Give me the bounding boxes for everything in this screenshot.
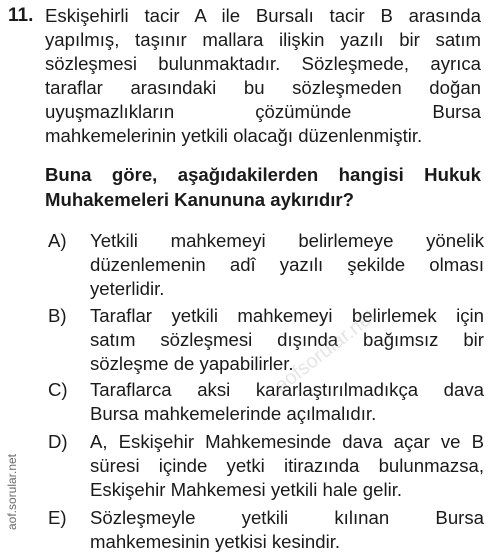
diagonal-watermark: aofsorular.net [270,305,380,398]
option-text [90,430,484,502]
option-line: Yetkili mahkemeyi belirlemeye yönelik [90,230,484,251]
option-line: yeterlidir. [90,278,165,299]
option-letter: A) [48,230,67,251]
option-line: Bursa mahkemelerinde açılmalıdır. [90,403,377,424]
option-line: Taraflarca aksi kararlaştırılmadıkça dava [90,379,484,400]
stem-line: mahkemelerinin yetkili olacağı düzenlenmiştir. [45,125,423,146]
option-line: Sözleşmeyle yetkili kılınan Bursa [90,507,484,528]
question-prompt [45,162,481,212]
question-stem [45,4,481,148]
option-line: Eskişehir Mahkemesi yetkili hale gelir. [90,479,403,500]
stem-line: sözleşmesi bulunmaktadır. Sözleşmede, ayrıca [45,53,481,74]
side-watermark: aof.sorular.net [5,453,19,531]
option-line: A, Eskişehir Mahkemesinde dava açar ve B [90,431,484,452]
stem-line: uyuşmazlıkların çözümünde Bursa [45,101,481,122]
option-line: süresi içinde yetki itirazında bulunmazsa, [90,455,484,476]
prompt-line: Muhakemeleri Kanununa aykırıdır? [45,189,354,210]
option-letter: E) [48,507,67,528]
question-number: 11. [8,5,34,26]
option-line: mahkemesinin yetkisi kesindir. [90,531,341,552]
prompt-line: Buna göre, aşağıdakilerden hangisi Hukuk [45,164,481,185]
option-text [90,304,484,376]
option-line: satım sözleşmesi dışında bağımsız bir [90,329,484,350]
stem-line: yapılmış, taşınır mallara ilişkin yazılı bir satım [45,29,481,50]
option-letter: C) [48,379,68,400]
stem-line: taraflar arasındaki bu sözleşmeden doğan [45,77,481,98]
option-line: Taraflar yetkili mahkemeyi belirlemek için [90,305,484,326]
option-letter: D) [48,431,68,452]
stem-line: Eskişehirli tacir A ile Bursalı tacir B arasında [45,5,481,26]
option-letter: B) [48,305,67,326]
option-text [90,506,484,554]
option-text [90,229,484,301]
option-line: sözleşme de yapabilirler. [90,353,294,374]
option-line: düzenlemenin adî yazılı şekilde olması [90,254,484,275]
